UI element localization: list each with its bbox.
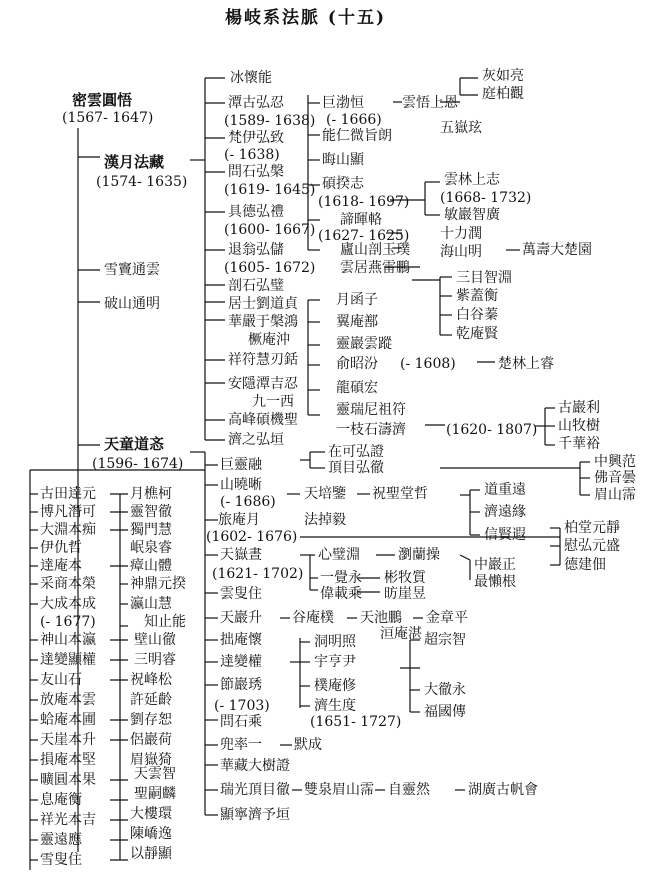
node-wenshi-years: (1619- 1645) xyxy=(224,182,316,198)
node-jiuyixi: 九一西 xyxy=(252,394,294,410)
node-miyun: 密雲圓悟 xyxy=(72,91,133,109)
node-poshan: 破山通明 xyxy=(104,296,160,312)
node-tiantong: 天童道忞 xyxy=(104,435,165,453)
node-lingzhi: 靈智徹 xyxy=(130,504,172,520)
node-shanxiao: 山曉晰 xyxy=(220,477,262,493)
node-fuguo: 福國傳 xyxy=(424,704,466,720)
node-zhishang: 知止能 xyxy=(144,614,186,630)
node-jisheng: 濟生度 xyxy=(314,698,356,714)
node-fangya: 昉崖昱 xyxy=(384,586,426,602)
node-tingbai: 庭柏觀 xyxy=(482,86,524,102)
node-yunju: 雲居燕雷鵬 xyxy=(340,260,410,276)
node-xuyanling: 許延齡 xyxy=(130,692,172,708)
node-tuiweng-years: (1605- 1672) xyxy=(224,260,316,276)
node-tianyaben: 天崖本升 xyxy=(40,732,96,748)
node-tangu-years: (1589- 1638) xyxy=(224,113,316,129)
node-fanyi: 梵伊弘致 xyxy=(228,130,284,146)
node-jisheng-years: (1651- 1727) xyxy=(310,714,402,730)
node-yuheng: 宇亨尹 xyxy=(314,654,356,670)
node-tianpei: 天培鑒 xyxy=(304,486,346,502)
node-hanyue-years: (1574- 1635) xyxy=(96,174,188,190)
node-meishan: 眉山霈 xyxy=(594,487,636,503)
node-henganzhan: 洹庵湛 xyxy=(380,626,422,642)
node-wuyue: 五嶽玹 xyxy=(440,120,482,136)
node-yuzhao: 俞昭汾 xyxy=(336,356,378,372)
node-tianyun: 天雲智 xyxy=(134,766,176,782)
node-ziding: 紫蓋衡 xyxy=(456,288,498,304)
node-haishan: 海山明 xyxy=(440,244,482,260)
node-xiangguang: 祥光本吉 xyxy=(40,812,96,828)
node-tianyue: 天嶽晝 xyxy=(220,547,262,563)
node-dumen: 獨門慧 xyxy=(130,522,172,538)
node-minquan: 岷泉睿 xyxy=(130,540,172,556)
node-juhai-years: (- 1666) xyxy=(326,112,382,128)
node-mocheng: 默成 xyxy=(294,737,322,753)
node-yizhi-years: (1620- 1807) xyxy=(446,422,538,438)
node-dihui: 諦暉輅 xyxy=(340,212,382,228)
node-binghuai: 冰懷能 xyxy=(230,70,272,86)
node-liulan: 瀏蘭操 xyxy=(398,547,440,563)
node-tiantong-years: (1596- 1674) xyxy=(92,456,184,472)
node-xianning: 顯寧濟予垣 xyxy=(220,807,290,823)
node-shanxiao-years: (- 1686) xyxy=(220,494,276,510)
node-huiru: 灰如亮 xyxy=(482,68,524,84)
node-zuilan: 最懶根 xyxy=(474,574,516,590)
node-doushuai: 兜率一 xyxy=(220,737,262,753)
node-puan: 樸庵修 xyxy=(314,678,356,694)
node-jieyan-years: (- 1703) xyxy=(214,698,270,714)
node-chulin: 楚林上睿 xyxy=(498,356,554,372)
node-chenqiao: 陳嶠逸 xyxy=(130,826,172,842)
node-shuangquan: 雙泉眉山霈 xyxy=(304,782,374,798)
node-dacheyong: 大徹永 xyxy=(424,682,466,698)
diagram-title: 楊岐系法脈 (十五) xyxy=(225,8,387,28)
node-qianan-bs: 損庵本堅 xyxy=(40,752,96,768)
node-bishan: 壁山徹 xyxy=(134,632,176,648)
node-luanyue: 旅庵月 xyxy=(218,512,260,528)
node-dongming: 洞明照 xyxy=(314,634,356,650)
node-meishan2: 眉嶽猗 xyxy=(130,752,172,768)
node-yunsou: 雲叟住 xyxy=(220,586,262,602)
node-xian-heng: 息庵衡 xyxy=(40,792,82,808)
node-yunlin-years: (1668- 1732) xyxy=(440,190,532,206)
node-zhuzuansong: 祝峰松 xyxy=(130,672,172,688)
node-jude: 具德弘禮 xyxy=(228,204,284,220)
node-shenshan: 神山本瀛 xyxy=(40,632,96,648)
node-julingrong: 巨靈融 xyxy=(220,457,262,473)
node-wenshisheng: 問石乘 xyxy=(220,714,262,730)
node-yunlin: 雲林上志 xyxy=(444,172,500,188)
node-jinzhang: 金章平 xyxy=(426,610,468,626)
node-tianyue-years: (1621- 1702) xyxy=(212,566,304,582)
node-yian: 翼庵鄯 xyxy=(336,314,378,330)
node-yunwu: 雲悟上恩 xyxy=(402,95,458,111)
node-huishan: 晦山顯 xyxy=(322,152,364,168)
node-wanshou: 萬壽大楚園 xyxy=(522,242,592,258)
node-zhuoan: 拙庵懷 xyxy=(220,632,262,648)
node-anyin: 安隱潭吉忍 xyxy=(228,376,298,392)
node-tianchi: 天池鵬 xyxy=(360,610,402,626)
node-sanmu: 三目智淵 xyxy=(456,270,512,286)
node-xuedou: 雪竇通雲 xyxy=(104,262,160,278)
node-ganan: 橛庵沖 xyxy=(248,332,290,348)
node-dingmu: 頂目弘徹 xyxy=(328,460,384,476)
node-shuoge: 碩揆志 xyxy=(322,176,364,192)
node-minyan: 敏巖智廣 xyxy=(444,207,500,223)
node-baigu: 白谷蓁 xyxy=(456,307,498,323)
node-shenzhong: 神鼎元揆 xyxy=(130,576,186,592)
node-huazang: 華藏大樹證 xyxy=(220,758,290,774)
node-gutian: 古田達元 xyxy=(40,486,96,502)
node-kuangyuan: 曠圓本果 xyxy=(40,772,96,788)
node-jude-years: (1600- 1667) xyxy=(224,222,316,238)
node-chaozong: 超宗智 xyxy=(424,632,466,648)
node-daan: 達庵本 xyxy=(40,558,82,574)
node-jieyan: 節巖琇 xyxy=(220,677,262,693)
node-zilingran: 自靈然 xyxy=(388,782,430,798)
node-bofan: 博凡潛可 xyxy=(40,504,96,520)
node-fazhuo: 法掉毅 xyxy=(304,512,346,528)
node-youshan: 友山石 xyxy=(40,672,82,688)
node-huguang: 湖廣古帆會 xyxy=(468,782,538,798)
node-zhongxing: 中興范 xyxy=(594,454,636,470)
node-dacheng: 大成本成 xyxy=(40,596,96,612)
node-sanming: 三明睿 xyxy=(134,652,176,668)
node-caishang: 采商本榮 xyxy=(40,576,96,592)
node-weizai: 偉載乘 xyxy=(320,586,362,602)
node-geanben: 蛤庵本圃 xyxy=(40,712,96,728)
node-lingyan: 靈巖雲蹤 xyxy=(336,336,392,352)
node-guhua: 谷庵樸 xyxy=(292,610,334,626)
node-shenglin: 聖嗣麟 xyxy=(134,786,176,802)
node-dalou: 大樓環 xyxy=(130,806,172,822)
node-wenshi: 問石弘槃 xyxy=(228,164,284,180)
node-jiyuan: 濟遠緣 xyxy=(484,504,526,520)
node-juhai: 巨渤恒 xyxy=(322,95,364,111)
node-yijue: 一覺永 xyxy=(320,570,362,586)
node-zaike: 在可弘證 xyxy=(328,444,384,460)
node-jushi-liu: 居士劉道貞 xyxy=(228,296,298,312)
node-dachan: 達變權 xyxy=(220,654,262,670)
node-weihong: 慰弘元盛 xyxy=(564,538,620,554)
node-shili: 十力潤 xyxy=(440,226,482,242)
node-shanmu: 山牧樹 xyxy=(558,418,600,434)
node-dayuan: 大淵本痴 xyxy=(40,522,96,538)
node-fangan: 放庵本雲 xyxy=(40,692,96,708)
node-tianyansheng: 天巖升 xyxy=(220,610,262,626)
node-fanyi-years: (- 1638) xyxy=(224,147,280,163)
node-yizhi: 一枝石濤濟 xyxy=(336,422,406,438)
node-lingrui: 靈瑞尼祖符 xyxy=(336,402,406,418)
node-poushi: 剖石弘璧 xyxy=(228,278,284,294)
node-xinxian: 信賢遐 xyxy=(484,527,526,543)
node-yijing: 以靜顯 xyxy=(130,846,172,862)
node-huayan: 華嚴于槃鴻 xyxy=(228,314,298,330)
node-shanshan: 瘴山體 xyxy=(130,558,172,574)
node-yuehan: 月函子 xyxy=(336,292,378,308)
node-lingyuan: 靈遠應 xyxy=(40,832,82,848)
node-binmu: 彬牧質 xyxy=(384,570,426,586)
node-liuqi: 劉存恕 xyxy=(130,712,172,728)
node-jizi: 濟之弘垣 xyxy=(228,432,284,448)
node-tangu: 潭古弘忍 xyxy=(228,95,284,111)
node-yuzhao-years: (- 1608) xyxy=(400,356,456,372)
node-xuesou: 雪叟住 xyxy=(40,852,82,868)
node-qianan: 乾庵賢 xyxy=(456,326,498,342)
node-gaofeng: 高峰碩機聖 xyxy=(228,412,298,428)
node-zhusheng: 祝聖堂哲 xyxy=(372,486,428,502)
node-daozhong: 道重遠 xyxy=(484,482,526,498)
node-shuoge-years: (1618- 1697) xyxy=(318,194,410,210)
node-baitang: 柏堂元靜 xyxy=(564,520,620,536)
node-aishan: 瀛山慧 xyxy=(130,596,172,612)
node-luyanhe: 侶巖荷 xyxy=(130,732,172,748)
node-dihui-years: (1627- 1625) xyxy=(318,228,410,244)
node-xinbi: 心璧淵 xyxy=(318,547,360,563)
node-xiangfu: 祥符慧刃銛 xyxy=(228,352,298,368)
node-hanyue: 漢月法藏 xyxy=(104,153,165,171)
node-dejian: 德建佃 xyxy=(564,557,606,573)
node-foyin: 佛音曇 xyxy=(594,470,636,486)
node-qianhua: 千華裕 xyxy=(558,436,600,452)
node-zhongyan: 中巖正 xyxy=(474,557,516,573)
node-dabian: 達變顯權 xyxy=(40,652,96,668)
node-guyan: 古巖利 xyxy=(558,400,600,416)
node-luanyue-years: (1602- 1676) xyxy=(206,529,298,545)
node-tuiweng: 退翁弘儲 xyxy=(228,242,284,258)
node-dacheng-years: (- 1677) xyxy=(40,614,96,630)
node-yueqiao: 月樵柯 xyxy=(130,486,172,502)
node-longshuo: 龍碩宏 xyxy=(336,380,378,396)
node-ruiguang: 瑞光頂目徹 xyxy=(220,782,290,798)
node-yijiu: 伊仇哲 xyxy=(40,540,82,556)
node-miyun-years: (1567- 1647) xyxy=(62,110,154,126)
node-lushan: 廬山剖玉璞 xyxy=(340,242,410,258)
node-nengren: 能仁微旨朗 xyxy=(322,128,392,144)
